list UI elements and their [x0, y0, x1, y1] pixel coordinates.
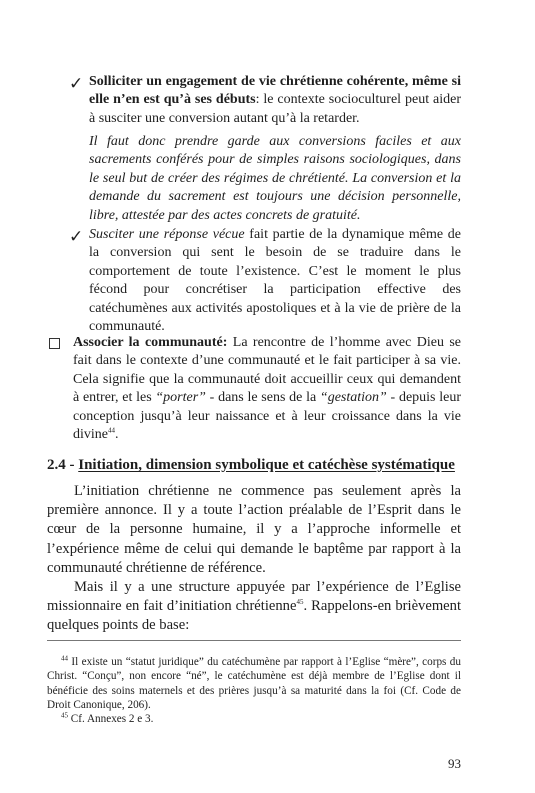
porter-term: “porter” — [155, 390, 206, 406]
footnote-44 — [47, 655, 461, 712]
section-title: Initiation, dimension symbolique et catéchèse systématique — [78, 457, 455, 473]
item-engagement-note: Il faut donc prendre garde aux conversions faciles et aux sacrements conférés pour de simples raisons sociologiques, dans le seul but de créer des régimes de chrétienté. La conversion et la demande du sacrement est toujours une décision personnelle, libre, attestée par des actes concrets de gratuité. — [89, 134, 461, 223]
footnote-text: Cf. Annexes 2 e 3. — [68, 713, 154, 725]
item-communaute-text: La rencontre de l’homme avec Dieu se fait dans le contexte d’une communauté et le fait participer à sa vie. Cela signifie que la communauté doit accueillir ceux qui demandent à entrer, et les — [73, 335, 461, 406]
checkbox-bullet-icon — [49, 338, 60, 349]
item-communaute — [73, 334, 461, 444]
paragraph-structure-text: Mais il y a une structure appuyée par l’expérience de l’Eglise missionnaire en fait d’initiation chrétienne — [47, 579, 461, 615]
paragraph-structure-text: . Rappelons-en brièvement quelques points de base: — [47, 598, 461, 634]
footnote-divider — [47, 640, 461, 641]
footnote-ref: 45 — [296, 598, 304, 607]
checkmark-icon: ✓ — [69, 227, 84, 246]
item-communaute-text: - dans le sens de la — [205, 390, 320, 406]
item-communaute-text: - depuis leur conception jusqu’à leur naissance et à leur croissance dans la vie divine — [73, 390, 461, 443]
paragraph-initiation: L’initiation chrétienne ne commence pas seulement après la première annonce. Il y a toute l’action préalable de l’Esprit dans le cœur de la personne humaine, il y a l’approche informelle et l’expérience même de celui qui demande le baptême par rapport à la communauté chrétienne de référence. — [47, 483, 461, 576]
footnote-ref: 44 — [108, 426, 115, 435]
footnote-text: Il existe un “statut juridique” du catéchumène par rapport à l’Eglise “mère”, corps du Christ. “Conçu”, non encore “né”, le catéchumène est déjà membre de l’Eglise dont il bénéficie des soins maternels et des prières jusqu’à sa maturité dans la foi (Cf. Code de Droit Canonique, 206). — [47, 656, 461, 711]
page-number: 93 — [448, 756, 461, 771]
item-engagement — [89, 73, 461, 128]
footnote-number: 45 — [61, 711, 68, 720]
footnote-45 — [47, 712, 461, 726]
paragraph-structure — [47, 578, 461, 636]
item-communaute-title: Associer la communauté: — [73, 335, 228, 350]
item-communaute-text: . — [115, 427, 119, 443]
footnote-number: 44 — [61, 654, 68, 663]
checkmark-icon: ✓ — [69, 74, 84, 93]
section-heading — [47, 456, 455, 475]
item-reponse-vecue — [89, 226, 461, 336]
item-engagement-title: Solliciter un engagement de vie chrétienne cohérente, même si elle n’en est qu’à ses débuts — [89, 74, 461, 108]
gestation-term: “gestation” — [319, 390, 387, 406]
section-number: 2.4 - — [47, 457, 79, 473]
item-reponse-vecue-title: Susciter une réponse vécue — [89, 227, 245, 242]
item-engagement-text: : le contexte socioculturel peut aider à susciter une conversion autant qu’à la retarder. — [89, 92, 461, 126]
item-reponse-vecue-text: fait partie de la dynamique même de la conversion qui sent le besoin de se traduire dans le comportement de toute l’existence. C’est le moment le plus fécond pour concrétiser la participation effective des catéchumènes aux activités apostoliques et à la vie de prière de la communauté. — [89, 227, 461, 335]
